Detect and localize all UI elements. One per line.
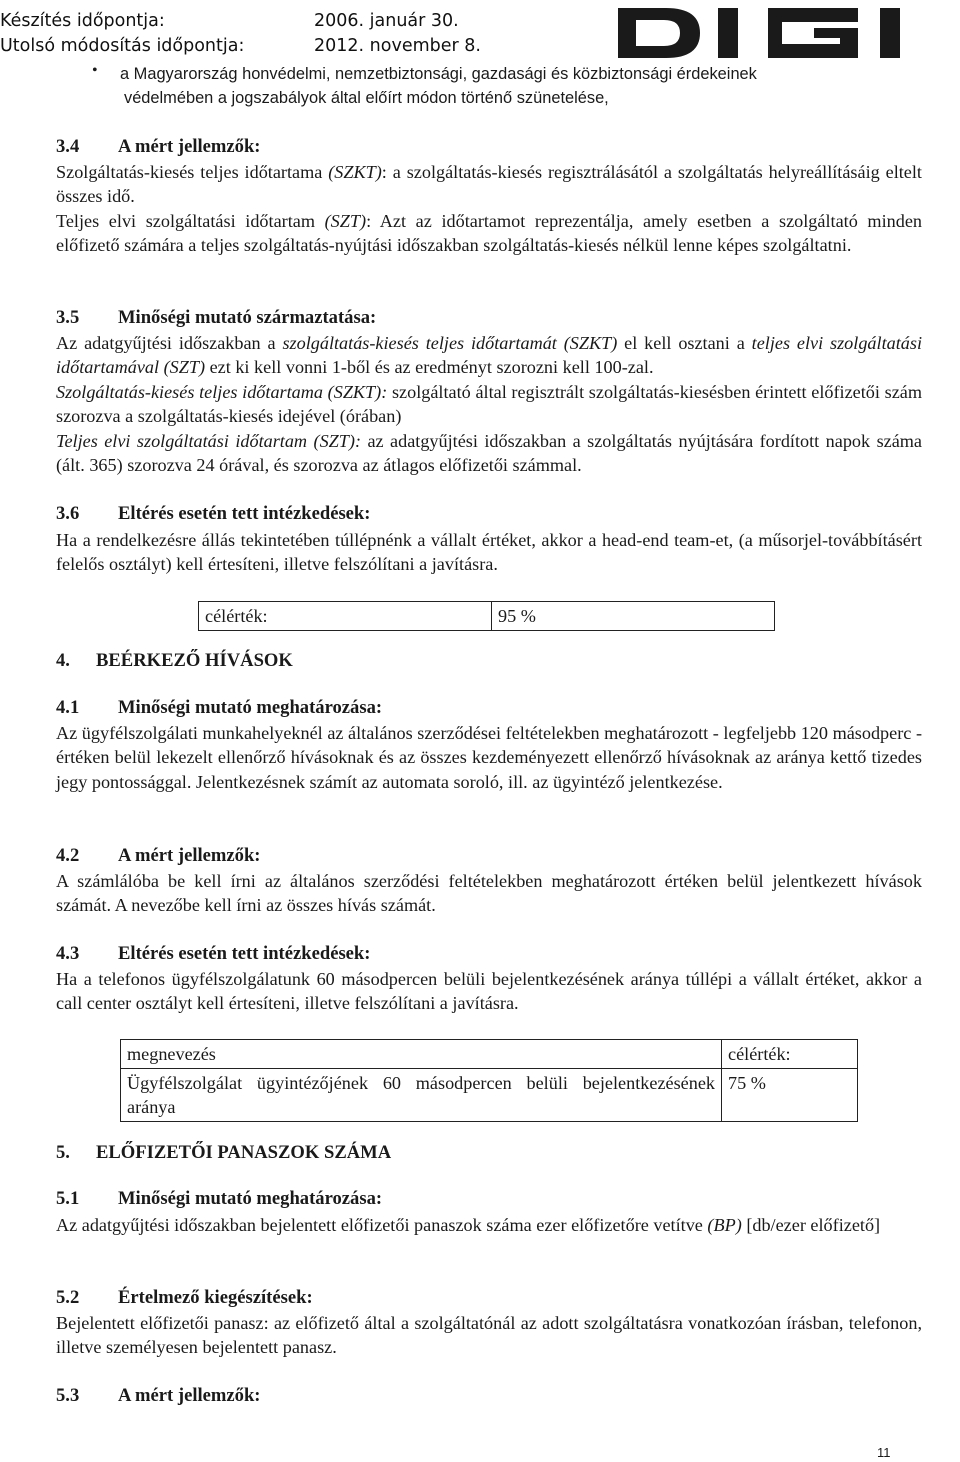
heading-number: 4.: [56, 650, 70, 671]
heading-number: 4.2: [56, 845, 80, 866]
heading-title: Eltérés esetén tett intézkedések:: [118, 943, 371, 964]
paragraph-szt: [56, 209, 922, 258]
paragraph-szkt: [56, 160, 922, 209]
modified-label: Utolsó módosítás időpontja:: [0, 36, 245, 56]
text: : a szolgáltatás-kiesés regisztrálásától a szolgáltatás helyreállításáig eltelt összes idő.: [56, 162, 922, 207]
bullet-line-1: a Magyarország honvédelmi, nemzetbiztonsági, gazdasági és közbiztonsági érdekeinek: [120, 65, 757, 83]
table-header-target: célérték:: [722, 1040, 858, 1069]
text: Szolgáltatás-kiesés teljes időtartama: [56, 162, 329, 182]
created-value: 2006. január 30.: [314, 11, 459, 31]
heading-4-1: [56, 697, 382, 719]
table-row: [121, 1069, 858, 1122]
bullet-dot: •: [92, 62, 98, 79]
paragraph-5-1: [56, 1213, 922, 1237]
paragraph-3-6: Ha a rendelkezésre állás tekintetében túllépnénk a vállalt értéket, akkor a head-end team-et, (a műsorjel-továbbításért felelős osztályt) kell értesíteni, illetve felszólítani a javításra.: [56, 530, 922, 575]
text: szolgáltató által regisztrált szolgáltatás-kiesésben érintett előfizetői szám szorozva a szolgáltatás-kiesés idejével (órában): [56, 382, 923, 427]
modified-value: 2012. november 8.: [314, 36, 481, 56]
heading-5: [56, 1142, 391, 1164]
paragraph-4-3: Ha a telefonos ügyfélszolgálatunk 60 másodpercen belüli bejelentkezésének aránya túllépi a vállalt értéket, akkor a call center osztályt kell értesíteni, illetve felszólítani a javításra.: [56, 969, 922, 1014]
text: Az adatgyűjtési időszakban bejelentett előfizetői panaszok száma ezer előfizetőre vetítve: [56, 1215, 708, 1235]
digi-logo: [618, 4, 958, 58]
heading-title: A mért jellemzők:: [118, 1385, 261, 1406]
heading-title: Eltérés esetén tett intézkedések:: [118, 503, 371, 524]
heading-title: BEÉRKEZŐ HÍVÁSOK: [96, 650, 293, 671]
text-italic: szolgáltatás-kiesés teljes időtartamát (SZKT): [282, 333, 618, 353]
text-italic: (BP): [707, 1215, 742, 1235]
heading-number: 3.4: [56, 136, 80, 157]
target-value: 95 %: [492, 602, 775, 631]
heading-number: 5.: [56, 1142, 70, 1163]
text: ezt ki kell vonni 1-ből és az eredményt szorozni kell 100-zal.: [205, 357, 654, 378]
heading-number: 4.3: [56, 943, 80, 964]
text-italic: (SZKT): [328, 162, 382, 182]
heading-title: Minőségi mutató származtatása:: [118, 307, 377, 328]
target-table-3-6: [198, 601, 775, 631]
text-italic: Szolgáltatás-kiesés teljes időtartama (SZKT):: [56, 382, 388, 402]
heading-4: [56, 650, 293, 672]
text-italic: (SZT): [324, 211, 367, 231]
heading-title: A mért jellemzők:: [118, 845, 261, 866]
text: [db/ezer előfizető]: [741, 1215, 881, 1235]
paragraph-4-1: Az ügyfélszolgálati munkahelyeknél az általános szerződései feltételekben meghatározott - legfeljebb 120 másodperc - értéken belül lekezelt ellenőrző hívásoknak és az összes kezdeményezett ellenőrző hívásoknak az aránya kettő tizedes jegy pontossággal. Jelentkezésnek számít az automata soroló, ill. az ügyintéző jelentkezése.: [56, 723, 922, 792]
heading-title: ELŐFIZETŐI PANASZOK SZÁMA: [96, 1142, 392, 1163]
heading-5-3: [56, 1385, 261, 1407]
table-cell-name: Ügyfélszolgálat ügyintézőjének 60 másodpercen belüli bejelentkezésének aránya: [121, 1069, 722, 1122]
text: Az adatgyűjtési időszakban a: [56, 333, 283, 353]
paragraph-szt-def: [56, 429, 922, 478]
heading-5-2: [56, 1287, 313, 1309]
paragraph-5-2: Bejelentett előfizetői panasz: az előfizető által a szolgáltatónál az adott szolgáltatásra vonatkozóan írásban, telefonon, illetve személyesen bejelentett panasz.: [56, 1313, 922, 1358]
heading-3-6: [56, 503, 370, 525]
heading-3-5: [56, 307, 376, 329]
table-cell-target: 75 %: [722, 1069, 858, 1122]
heading-title: Minőségi mutató meghatározása:: [118, 1188, 383, 1209]
text-italic: teljes elvi szolgáltatási időtartamával (SZT): [56, 333, 922, 378]
heading-title: Értelmező kiegészítések:: [118, 1287, 313, 1308]
heading-number: 3.5: [56, 307, 80, 328]
created-label: Készítés időpontja:: [0, 11, 165, 31]
target-label: célérték:: [199, 602, 492, 631]
heading-number: 4.1: [56, 697, 80, 718]
table-header-row: [121, 1040, 858, 1069]
table-header-name: megnevezés: [121, 1040, 722, 1069]
heading-4-2: [56, 845, 261, 867]
paragraph-derivation: [56, 331, 922, 380]
text-italic: Teljes elvi szolgáltatási időtartam (SZT):: [56, 431, 362, 451]
heading-4-3: [56, 943, 370, 965]
heading-title: A mért jellemzők:: [118, 136, 261, 157]
heading-3-4: [56, 136, 261, 158]
heading-5-1: [56, 1188, 382, 1210]
heading-number: 5.1: [56, 1188, 80, 1209]
heading-number: 5.2: [56, 1287, 80, 1308]
text: az adatgyűjtési időszakban a szolgáltatás nyújtására fordított napok száma (ált. 365) szorozva 24 órával, és szorozva az átlagos előfizetői számmal.: [56, 431, 923, 476]
text: Teljes elvi szolgáltatási időtartam: [56, 211, 325, 231]
paragraph-4-2: A számlálóba be kell írni az általános szerződési feltételekben meghatározott értéken belül jelentkezett hívások számát. A nevezőbe kell írni az összes hívás számát.: [56, 871, 922, 916]
paragraph-szkt-def: [56, 380, 922, 429]
text: : Azt az időtartamot reprezentálja, amely esetben a szolgáltató minden előfizető számára a teljes szolgáltatás-nyújtási időszakban szolgáltatás-kiesés nélkül lenne képes szolgáltatni.: [56, 211, 922, 256]
bullet-line-2: védelmében a jogszabályok által előírt módon történő szünetelése,: [124, 89, 609, 107]
heading-number: 5.3: [56, 1385, 80, 1406]
target-table-4-3: [120, 1039, 858, 1122]
text: el kell osztani a: [617, 333, 752, 353]
heading-number: 3.6: [56, 503, 80, 524]
page-number: 11: [877, 1445, 891, 1460]
heading-title: Minőségi mutató meghatározása:: [118, 697, 383, 718]
